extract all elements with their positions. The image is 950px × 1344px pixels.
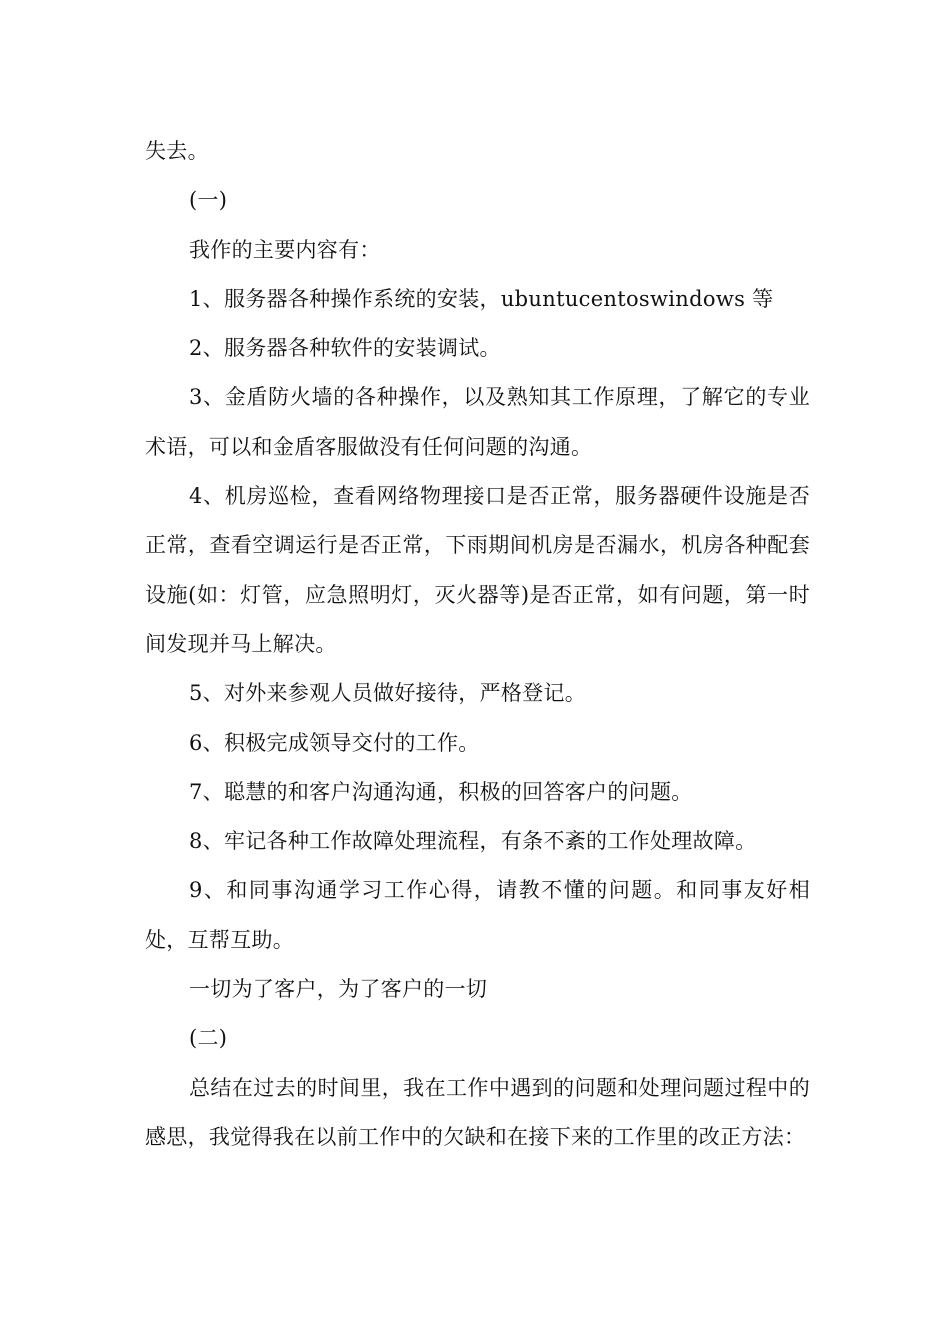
paragraph-14: (二): [189, 1026, 228, 1051]
paragraph-3: 我作的主要内容有：: [189, 237, 381, 262]
paragraph-15: 总结在过去的时间里，我在工作中遇到的问题和处理问题过程中的感思，我觉得我在以前工作中的欠缺和在接下来的工作里的改正方法：: [145, 1075, 810, 1149]
paragraph-2: (一): [189, 188, 228, 213]
paragraph-8: 5、对外来参观人员做好接待，严格登记。: [189, 681, 587, 706]
paragraph-13: 一切为了客户，为了客户的一切: [189, 977, 488, 1002]
paragraph-10: 7、聪慧的和客户沟通沟通，积极的回答客户的问题。: [189, 779, 693, 804]
paragraph-11: 8、牢记各种工作故障处理流程，有条不紊的工作处理故障。: [189, 829, 757, 854]
paragraph-1: 失去。: [145, 139, 209, 163]
paragraph-5: 2、服务器各种软件的安装调试。: [189, 336, 501, 361]
paragraph-4: 1、服务器各种操作系统的安装，ubuntucentoswindows 等: [189, 286, 774, 311]
document-body: [145, 127, 810, 1162]
paragraph-7: 4、机房巡检，查看网络物理接口是否正常，服务器硬件设施是否正常，查看空调运行是否正常，下雨期间机房是否漏水，机房各种配套设施(如：灯管，应急照明灯，灭火器等)是否正常，如有问题，第一时间发现并马上解决。: [145, 484, 810, 656]
paragraph-6: 3、金盾防火墙的各种操作，以及熟知其工作原理，了解它的专业术语，可以和金盾客服做没有任何问题的沟通。: [145, 385, 810, 459]
paragraph-9: 6、积极完成领导交付的工作。: [189, 730, 480, 755]
paragraph-12: 9、和同事沟通学习工作心得，请教不懂的问题。和同事友好相处，互帮互助。: [145, 878, 810, 952]
